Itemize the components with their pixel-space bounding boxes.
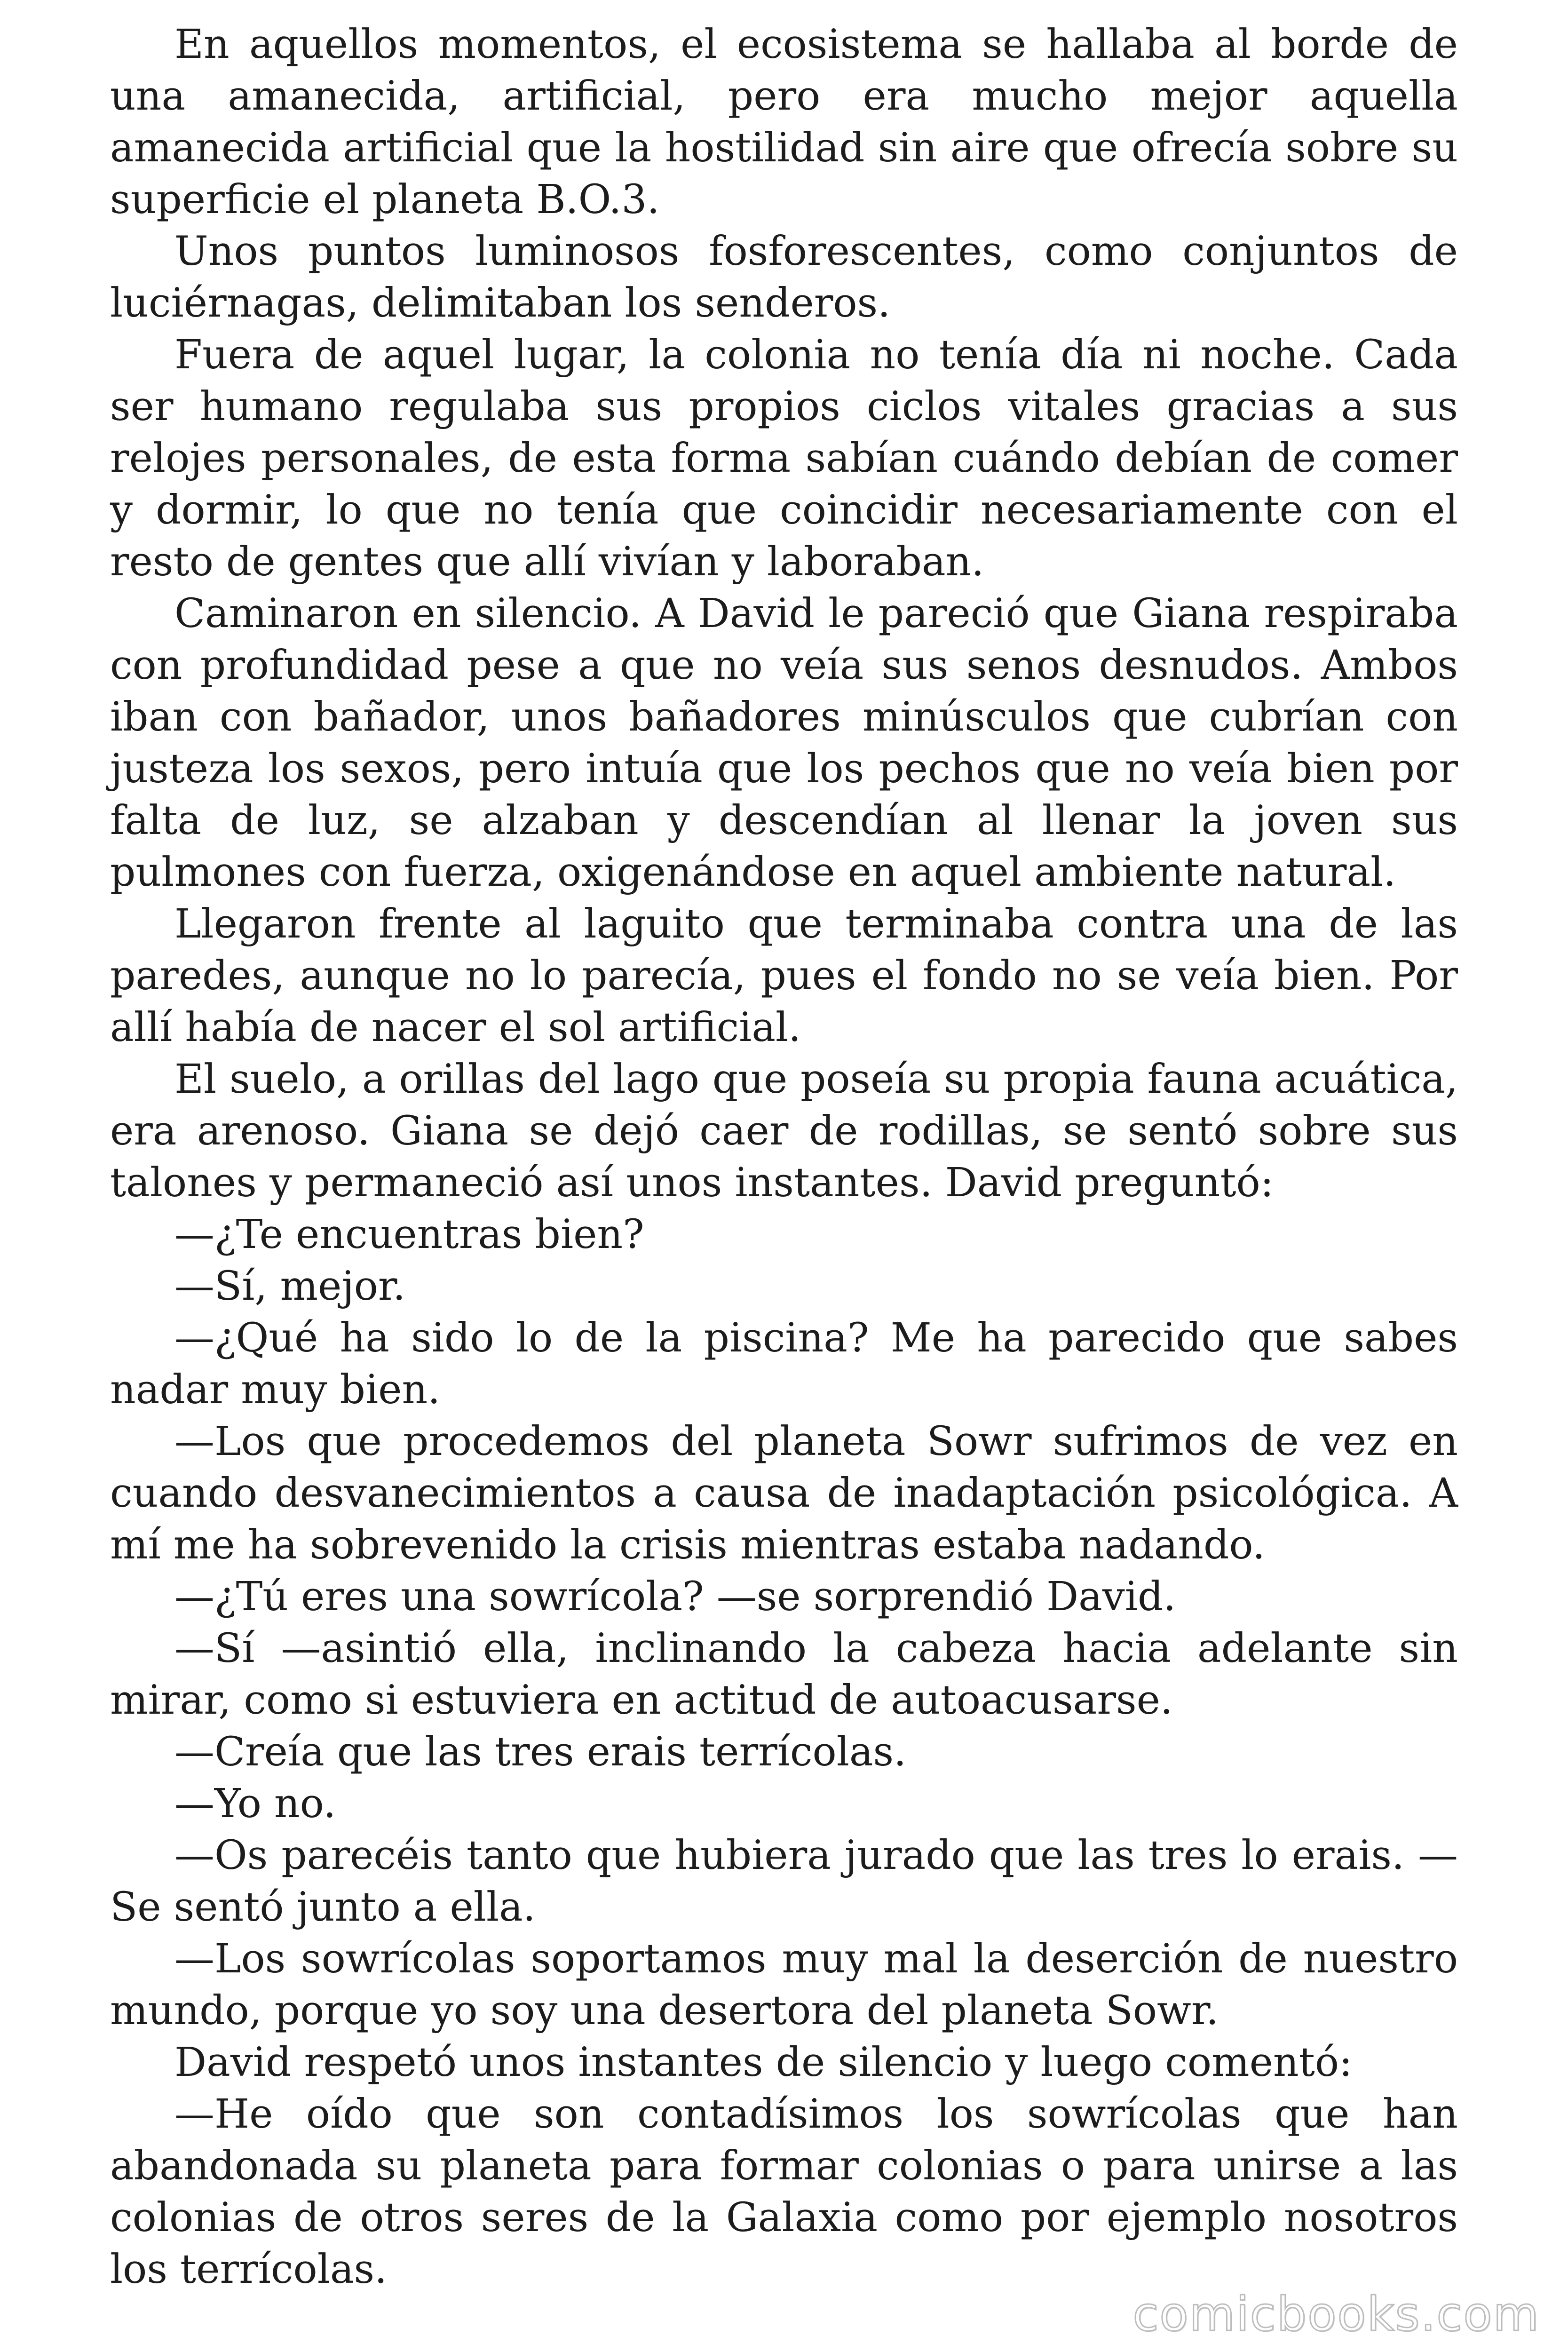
dialogue-line: —Yo no. [174, 1780, 336, 1827]
dialogue-line: —Los sowrícolas soportamos muy mal la deserción de nuestro mundo, porque yo soy una desertora del planeta Sowr. [110, 1936, 1458, 2034]
paragraph: Caminaron en silencio. A David le pareció que Giana respiraba con profundidad pese a que no veía sus senos desnudos. Ambos iban con bañador, unos bañadores minúsculos que cubrían con justeza los sexos, pero intuía que los pechos que no veía bien por falta de luz, se alzaban y descendían al llenar la joven sus pulmones con fuerza, oxigenándose en aquel ambiente natural. [110, 590, 1458, 896]
watermark: comicbooks.com [1132, 2287, 1540, 2342]
dialogue-line: —¿Te encuentras bien? [174, 1211, 644, 1258]
book-page [110, 19, 1458, 2296]
dialogue-line: —¿Qué ha sido lo de la piscina? Me ha parecido que sabes nadar muy bien. [110, 1315, 1458, 1413]
dialogue-line: —Os parecéis tanto que hubiera jurado que las tres lo erais. — Se sentó junto a ella. [110, 1832, 1458, 1931]
dialogue-line: —He oído que son contadísimos los sowrícolas que han abandonada su planeta para formar colonias o para unirse a las colonias de otros seres de la Galaxia como por ejemplo nosotros los terrícolas. [110, 2091, 1458, 2293]
paragraph: Unos puntos luminosos fosforescentes, como conjuntos de luciérnagas, delimitaban los senderos. [110, 228, 1458, 326]
dialogue-line: —¿Tú eres una sowrícola? —se sorprendió David. [174, 1573, 1176, 1620]
dialogue-line: —Sí —asintió ella, inclinando la cabeza hacia adelante sin mirar, como si estuviera en actitud de autoacusarse. [110, 1625, 1458, 1724]
paragraph: Fuera de aquel lugar, la colonia no tenía día ni noche. Cada ser humano regulaba sus propios ciclos vitales gracias a sus relojes personales, de esta forma sabían cuándo debían de comer y dormir, lo que no tenía que coincidir necesariamente con el resto de gentes que allí vivían y laboraban. [110, 332, 1458, 585]
dialogue-line: —Sí, mejor. [174, 1263, 406, 1310]
paragraph: David respetó unos instantes de silencio y luego comentó: [174, 2039, 1353, 2086]
paragraph: En aquellos momentos, el ecosistema se hallaba al borde de una amanecida, artificial, pero era mucho mejor aquella amanecida artificial que la hostilidad sin aire que ofrecía sobre su superficie el planeta B.O.3. [110, 21, 1458, 223]
dialogue-line: —Los que procedemos del planeta Sowr sufrimos de vez en cuando desvanecimientos a causa de inadaptación psicológica. A mí me ha sobrevenido la crisis mientras estaba nadando. [110, 1418, 1458, 1568]
paragraph: Llegaron frente al laguito que terminaba contra una de las paredes, aunque no lo parecía, pues el fondo no se veía bien. Por allí había de nacer el sol artificial. [110, 901, 1458, 1051]
paragraph: El suelo, a orillas del lago que poseía su propia fauna acuática, era arenoso. Giana se dejó caer de rodillas, se sentó sobre sus talones y permaneció así unos instantes. David preguntó: [110, 1056, 1458, 1206]
dialogue-line: —Creía que las tres erais terrícolas. [174, 1729, 907, 1775]
